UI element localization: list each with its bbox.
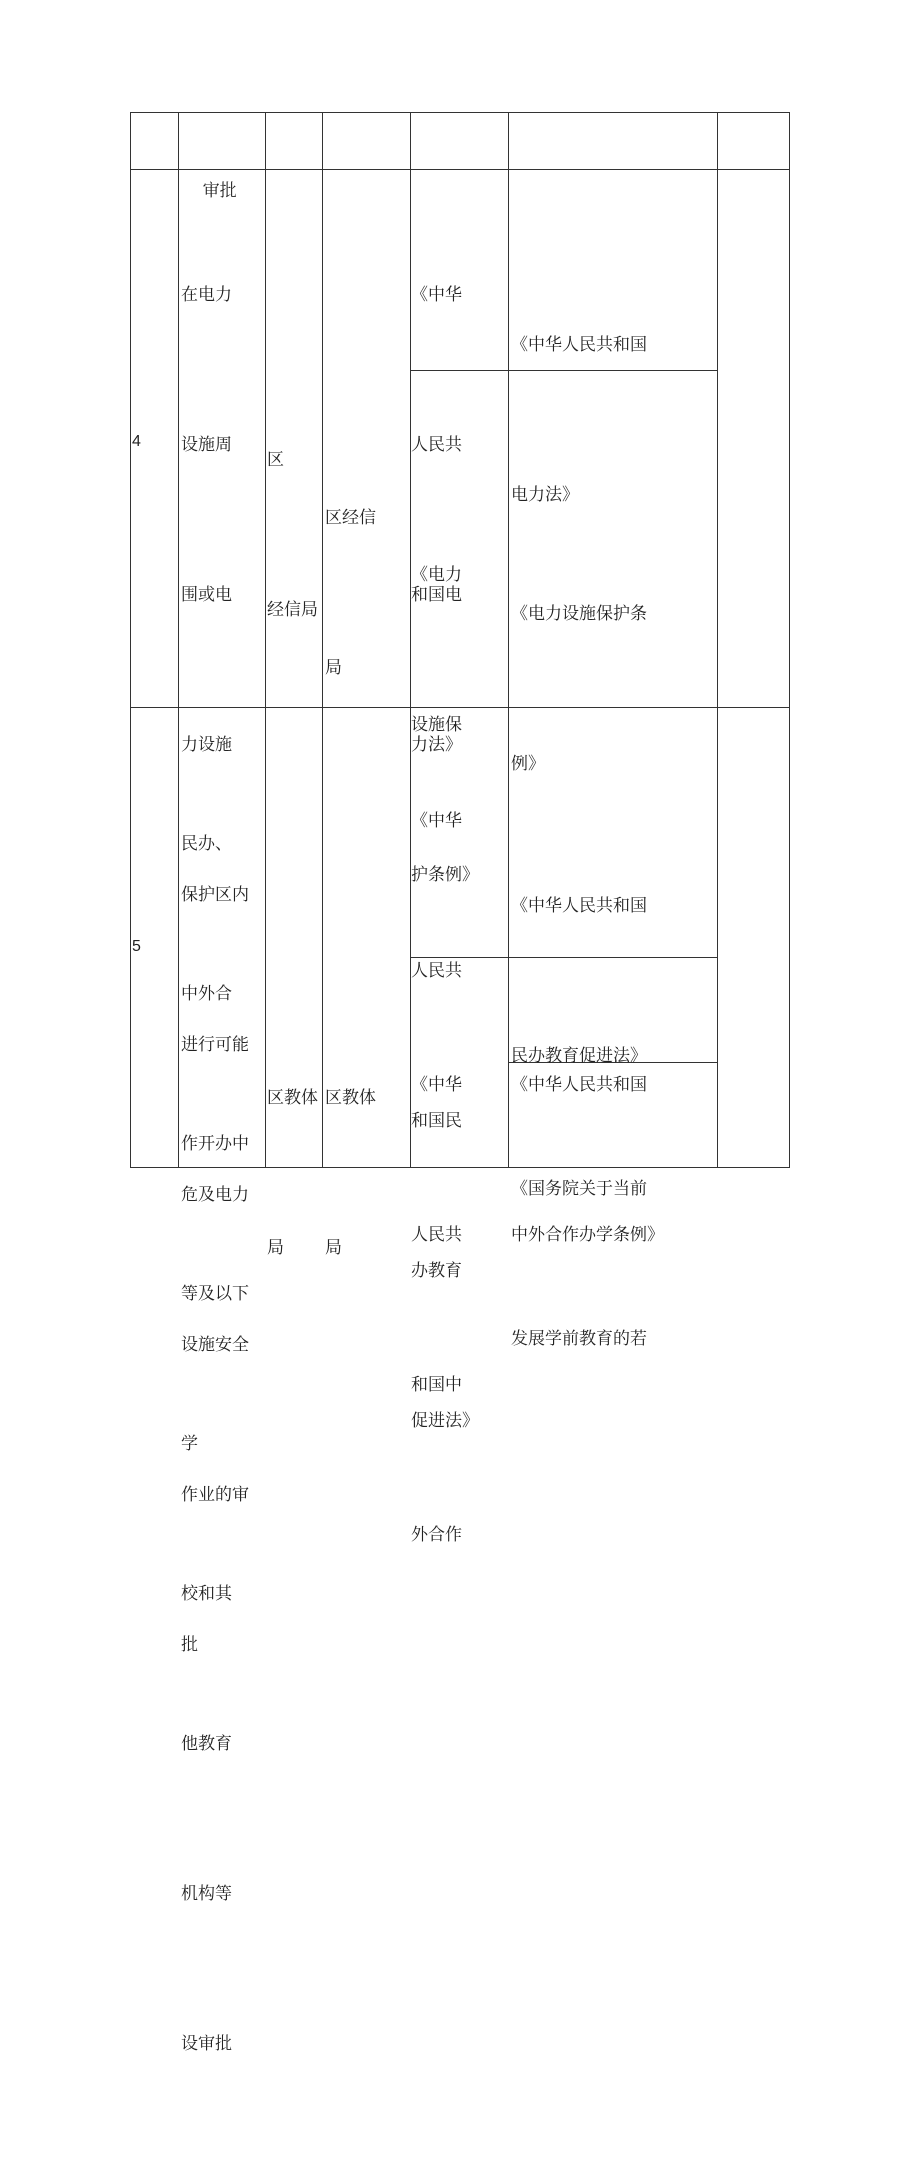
text-line: 促进法》	[411, 1411, 479, 1431]
text-line: 人民共	[411, 961, 462, 981]
dept-cell	[325, 393, 376, 793]
text-line: 围或电	[181, 585, 232, 605]
text-line: 中外合	[181, 984, 232, 1004]
text-line: 等及以下	[181, 1284, 249, 1304]
text-line: 审批	[202, 181, 237, 201]
text-line: 作业的审	[181, 1485, 249, 1505]
dept-cell	[267, 335, 318, 735]
text-line: 《中华	[411, 285, 462, 305]
text-line: 民办、	[181, 834, 232, 854]
text-line: 设审批	[181, 2034, 232, 2054]
text-line: 区	[267, 450, 284, 470]
row-number: 5	[132, 938, 141, 955]
text-line: 中外合作办学条例》	[511, 1225, 664, 1245]
text-line: 《电力	[411, 565, 462, 585]
text-line: 例》	[511, 754, 545, 774]
text-line: 办教育	[411, 1261, 462, 1281]
text-line: 《电力设施保护条	[511, 604, 647, 624]
text-line: 《中华人民共和国	[511, 335, 647, 355]
row-number: 4	[132, 433, 141, 450]
text-line: 设施保	[411, 715, 462, 735]
col-divider	[508, 112, 509, 1168]
dept-cell	[325, 973, 376, 1373]
text-line: 在电力	[181, 285, 232, 305]
text-line: 区教体	[325, 1088, 376, 1108]
text-line: 《国务院关于当前	[511, 1179, 647, 1199]
text-line: 他教育	[181, 1734, 232, 1754]
text-line: 力设施	[181, 735, 232, 755]
text-line: 保护区内	[181, 885, 249, 905]
text-line: 电力法》	[511, 485, 579, 505]
text-line: 批	[181, 1635, 198, 1655]
col-divider	[178, 112, 179, 1168]
text-line: 人民共	[411, 1225, 462, 1245]
text-line: 局	[325, 1238, 342, 1258]
col-divider	[265, 112, 266, 1168]
text-line: 作开办中	[181, 1134, 249, 1154]
text-line: 危及电力	[181, 1185, 249, 1205]
text-line: 局	[267, 1238, 284, 1258]
text-line: 护条例》	[411, 865, 479, 885]
text-line: 外合作	[411, 1525, 462, 1545]
basis-full-cell	[511, 1064, 647, 1464]
text-line: 机构等	[181, 1884, 232, 1904]
text-line: 人民共	[411, 435, 462, 455]
text-line: 民办教育促进法》	[511, 1046, 647, 1066]
text-line: 《中华人民共和国	[511, 1075, 647, 1095]
dept-cell	[267, 973, 318, 1373]
text-line: 和国民	[411, 1111, 462, 1131]
col-divider	[717, 112, 718, 1168]
text-line: 和国中	[411, 1375, 462, 1395]
text-line: 区教体	[267, 1088, 318, 1108]
text-line: 发展学前教育的若	[511, 1329, 647, 1349]
col-divider	[130, 112, 131, 1168]
text-line: 和国电	[411, 585, 462, 605]
text-line: 校和其	[181, 1584, 232, 1604]
basis-short-cell	[411, 960, 462, 1660]
item-cell	[181, 719, 249, 2169]
text-line: 局	[325, 658, 342, 678]
text-line: 进行可能	[181, 1035, 249, 1055]
col-divider	[322, 112, 323, 1168]
text-line: 学	[181, 1434, 198, 1454]
text-line: 经信局	[267, 600, 318, 620]
text-line: 设施安全	[181, 1335, 249, 1355]
text-line: 《中华	[411, 1075, 462, 1095]
text-line: 力法》	[411, 735, 462, 755]
col-divider	[789, 112, 790, 1168]
table-top-border	[130, 112, 790, 113]
text-line: 《中华	[411, 811, 462, 831]
text-line: 区经信	[325, 508, 376, 528]
text-line: 设施周	[181, 435, 232, 455]
text-line: 《中华人民共和国	[511, 896, 647, 916]
